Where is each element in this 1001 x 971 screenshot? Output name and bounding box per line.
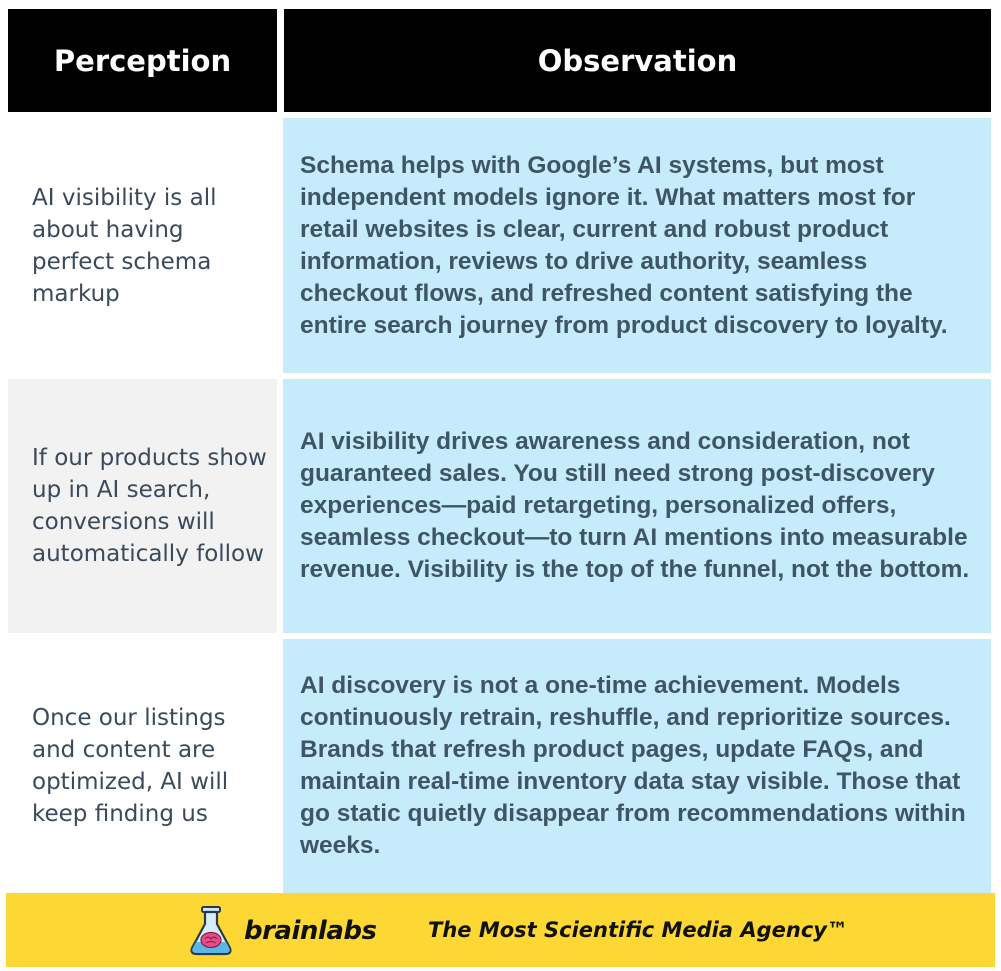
- observation-text-2: AI visibility drives awareness and consideration, not guaranteed sales. You still need strong post-discovery experiences—paid retargeting, personalized offers, seamless checkout—to turn AI mentions into measurable revenue. Visibility is the top of the funnel, not the bottom.: [300, 428, 970, 583]
- brand-logo: [184, 903, 376, 959]
- tagline: The Most Scientific Media Agency™: [428, 918, 848, 942]
- observation-cell-1: [283, 118, 991, 373]
- brand-name: brainlabs: [244, 916, 377, 946]
- observation-cell-2: [283, 379, 991, 633]
- observation-text-1: Schema helps with Google’s AI systems, but most independent models ignore it. What matters most for retail websites is clear, current and robust product information, reviews to drive authority, seamless checkout flows, and refreshed content satisfying the entire search journey from product discovery to loyalty.: [300, 151, 948, 339]
- header-perception: Perception: [8, 9, 277, 112]
- perception-text-1: AI visibility is all about having perfect schema markup: [32, 184, 217, 307]
- flask-brain-icon: [184, 904, 238, 958]
- footer-banner: [6, 893, 995, 967]
- observation-text-3: AI discovery is not a one-time achievement. Models continuously retrain, reshuffle, and reprioritize sources. Brands that refresh product pages, update FAQs, and maintain real-time inventory data stay visible. Those that go static quietly disappear from recommendations within weeks.: [300, 672, 966, 859]
- perception-text-3: Once our listings and content are optimized, AI will keep finding us: [32, 705, 229, 827]
- header-observation: Observation: [284, 9, 991, 112]
- perception-text-2: If our products show up in AI search, conversions will automatically follow: [32, 445, 267, 567]
- perception-cell-1: [8, 118, 277, 373]
- observation-cell-3: [283, 639, 991, 893]
- perception-cell-3: [8, 639, 277, 893]
- perception-cell-2: [8, 379, 277, 633]
